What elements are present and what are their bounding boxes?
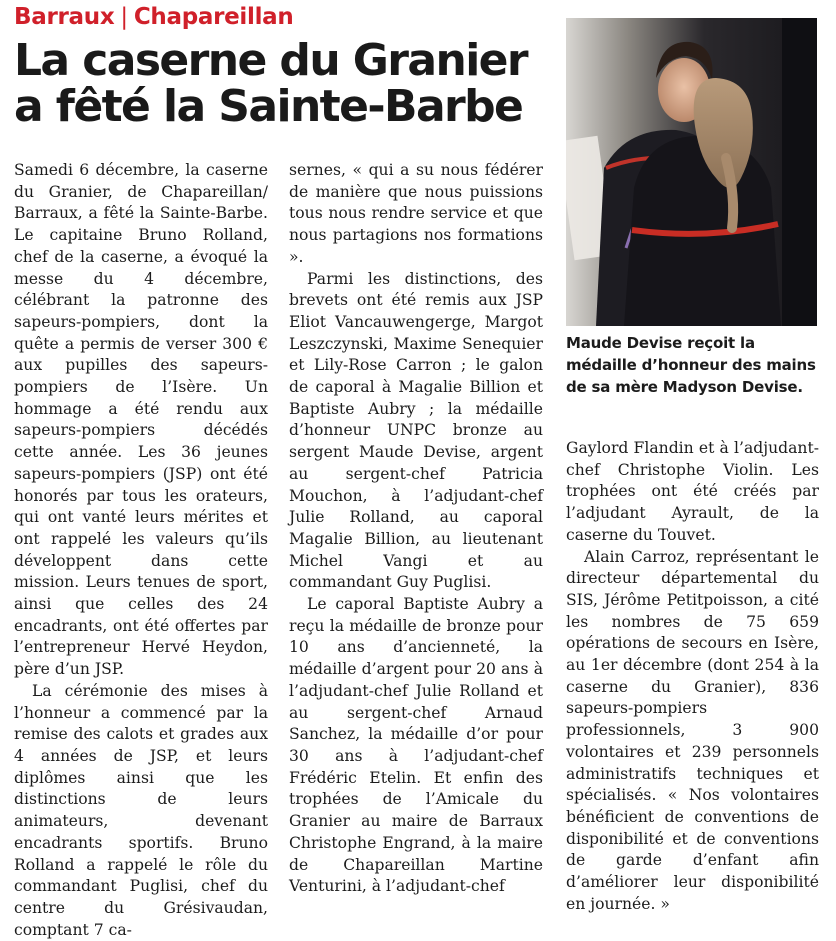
paragraph-5: Le caporal Baptiste Aubry a reçu la médaille de bronze pour 10 ans d’ancienneté, la médaille d’argent pour 20 ans à l’adjudant-chef Julie Rolland et au sergent-chef Arnaud Sanchez, la médaille d’or pour 30 ans à l’adjudant-chef Frédéric Etelin. Et enfin des trophées de l’Amicale du Granier au maire de Barraux Christophe Engrand, à la maire de Chapareillan Martine Venturini, à l’adjudant-chef	[289, 595, 543, 896]
kicker-separator: |	[120, 4, 128, 30]
headline	[14, 35, 554, 132]
headline-line-2: a fêté la Sainte-Barbe	[14, 81, 523, 132]
headline-line-1: La caserne du Granier	[14, 35, 528, 86]
kicker-place-1: Barraux	[14, 4, 115, 30]
article-column-3	[566, 438, 819, 915]
paragraph-4: Parmi les distinctions, des brevets ont été remis aux JSP Eliot Vancauwengerge, Margot Leszczynski, Maxime Senequier et Lily-Rose Carron ; le galon de caporal à Magalie Billion et Baptiste Aubry ; la médaille d’honneur UNPC bronze au sergent Maude Devise, argent au sergent-chef Patricia Mouchon, à l’adjudant-chef Julie Rolland, au caporal Magalie Billion, au lieutenant Michel Vangi et au commandant Guy Puglisi.	[289, 269, 543, 592]
article-column-1	[14, 160, 268, 941]
section-kicker	[14, 4, 293, 30]
photo-firefighters-icon	[566, 18, 817, 326]
paragraph-2: La cérémonie des mises à l’honneur a commencé par la remise des calots et grades aux 4 années de JSP, et leurs diplômes ainsi que les distinctions de leurs animateurs, devenant encadrants sportifs. Bruno Rolland a rappelé le rôle du commandant Puglisi, chef du centre du Grésivaudan, comptant 7 ca-	[14, 681, 268, 939]
article-photo	[566, 18, 817, 326]
paragraph-6: Gaylord Flandin et à l’adjudant-chef Christophe Violin. Les trophées ont été créés par l’adjudant Ayrault, de la caserne du Touvet.	[566, 439, 819, 544]
paragraph-3: sernes, « qui a su nous fédérer de manière que nous puissions tous nous rendre service et que nous partagions nos formations ».	[289, 161, 543, 266]
photo-caption: Maude Devise reçoit la médaille d’honneur des mains de sa mère Madyson Devise.	[566, 334, 816, 396]
paragraph-1: Samedi 6 décembre, la caserne du Granier, de Chapareillan/ Barraux, a fêté la Sainte-Barbe. Le capitaine Bruno Rolland, chef de la caserne, a évoqué la messe du 4 décembre, célébrant la patronne des sapeurs-pompiers, dont la quête a permis de verser 300 € aux pupilles des sapeurs-pompiers de l’Isère. Un hommage a été rendu aux sapeurs-pompiers décédés cette année. Les 36 jeunes sapeurs-pompiers (JSP) ont été honorés par tous les orateurs, qui ont vanté leurs mérites et ont rappelé les valeurs qu’ils développent dans cette mission. Leurs tenues de sport, ainsi que celles des 24 encadrants, ont été offertes par l’entrepreneur Hervé Heydon, père d’un JSP.	[14, 161, 268, 679]
paragraph-7: Alain Carroz, représentant le directeur départemental du SIS, Jérôme Petitpoisson, a cité les nombres de 75 659 opérations de secours en Isère, au 1er décembre (dont 254 à la caserne du Granier), 836 sapeurs-pompiers professionnels, 3 900 volontaires et 239 personnels administratifs techniques et spécialisés. « Nos volontaires bénéficient de conventions de disponibilité et de conventions de garde d’enfant afin d’améliorer leur disponibilité en journée. »	[566, 547, 819, 913]
kicker-place-2: Chapareillan	[133, 4, 294, 30]
article-column-2	[289, 160, 543, 898]
